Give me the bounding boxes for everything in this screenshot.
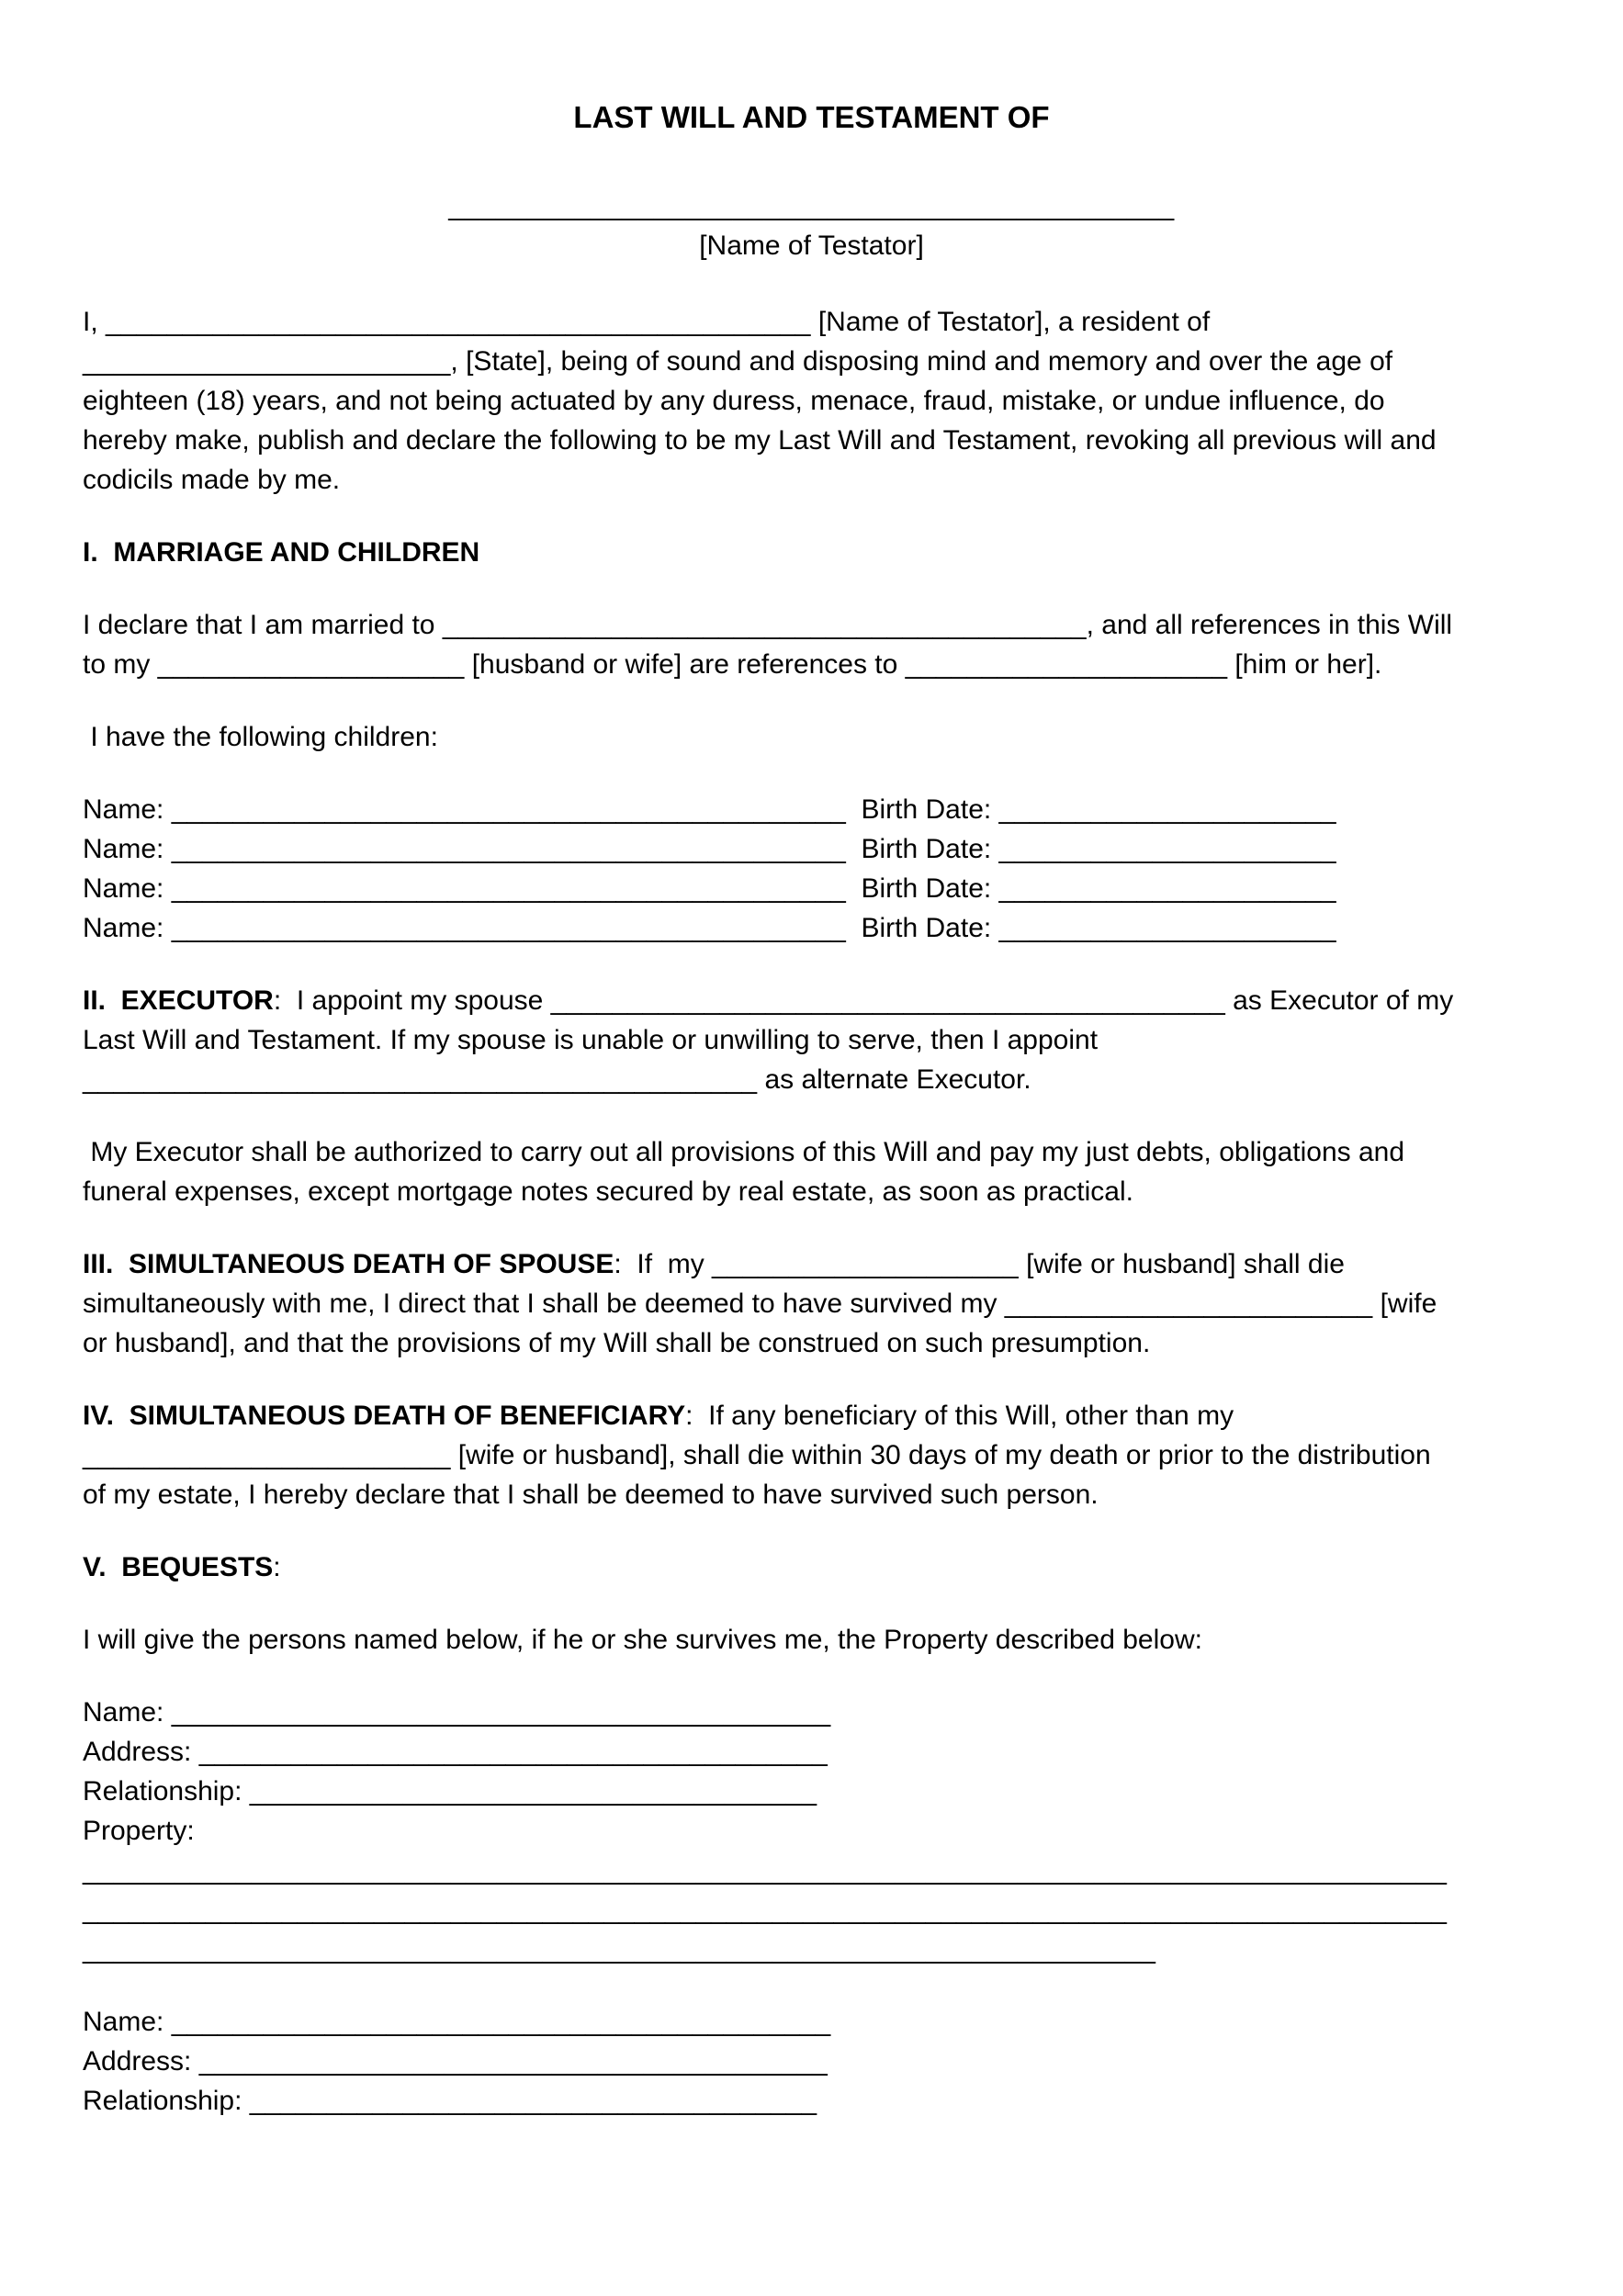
section-heading-bequests — [83, 1548, 1460, 1587]
section-heading-executor: II. EXECUTOR — [83, 985, 274, 1016]
intro-paragraph: I, ______________________________________________ [Name of Testator], a resident of ________________________, [State], being of sound and disposing mind and memory and over the age of eighteen (18) years, and not being actuated by any duress, menace, fraud, mistake, or undue influence, do hereby make, publish and declare the following to be my Last Will and Testament, revoking all previous will and codicils made by me. — [83, 307, 1444, 495]
children-list — [83, 790, 1460, 948]
testator-name-blank: ______________________________________________ — [448, 191, 1175, 221]
bequest-1-name-line: Name: ___________________________________________ — [83, 1697, 831, 1728]
child-row-3: Name: ____________________________________________ Birth Date: ______________________ — [83, 873, 1336, 904]
simultaneous-death-of-spouse-paragraph — [83, 1244, 1460, 1363]
section-heading-simultaneous-death-of-spouse: III. SIMULTANEOUS DEATH OF SPOUSE — [83, 1249, 614, 1279]
bequest-1-address-line: Address: _________________________________________ — [83, 1737, 828, 1767]
bequests-intro-paragraph: I will give the persons named below, if he or she survives me, the Property described below: — [83, 1625, 1202, 1655]
child-row-4: Name: ____________________________________________ Birth Date: ______________________ — [83, 913, 1336, 943]
executor-authorization-paragraph: My Executor shall be authorized to carry out all provisions of this Will and pay my just debts, obligations and funeral expenses, except mortgage notes secured by real estate, as soon as practical. — [83, 1137, 1413, 1207]
bequests-heading-label: V. BEQUESTS — [83, 1552, 274, 1582]
bequest-entry-1 — [83, 1693, 1460, 1969]
bequest-2-relationship-line: Relationship: _____________________________________ — [83, 2086, 817, 2116]
bequests-heading-colon: : — [273, 1552, 281, 1582]
bequest-2-address-line: Address: _________________________________________ — [83, 2046, 828, 2077]
children-intro-line: I have the following children: — [83, 722, 438, 752]
document-title: LAST WILL AND TESTAMENT OF — [573, 100, 1050, 134]
title-block — [83, 97, 1540, 265]
executor-paragraph — [83, 981, 1460, 1099]
bequest-entry-2 — [83, 2002, 1460, 2121]
beneficiary-death-paragraph-text: : If any beneficiary of this Will, other than my ________________________ [wife or husband], shall die within 30 days of my death or prior to the distribution of my estate, I hereby declare that I shall be deemed to have survived such person. — [83, 1401, 1439, 1510]
bequest-1-relationship-line: Relationship: _____________________________________ — [83, 1776, 817, 1806]
simultaneous-death-of-beneficiary-paragraph — [83, 1396, 1460, 1514]
bequest-2-name-line: Name: ___________________________________________ — [83, 2007, 831, 2037]
marriage-declaration-paragraph: I declare that I am married to __________________________________________, and all references in this Will to my ____________________ [husband or wife] are references to _____________________ [him or her]. — [83, 610, 1460, 680]
testator-name-caption: [Name of Testator] — [699, 231, 924, 261]
section-heading-simultaneous-death-of-beneficiary: IV. SIMULTANEOUS DEATH OF BENEFICIARY — [83, 1401, 686, 1431]
executor-paragraph-text: : I appoint my spouse ____________________________________________ as Executor of my Last Will and Testament. If my spouse is unable or unwilling to serve, then I appoint ____________________________________________ as alternate Executor. — [83, 985, 1461, 1095]
bequest-1-property-line: Property: ________________________________________________________________________________________________________________________________________________________________________________________________________________________________________________________ — [83, 1816, 1447, 1964]
child-row-2: Name: ____________________________________________ Birth Date: ______________________ — [83, 834, 1336, 864]
section-heading-marriage-and-children: I. MARRIAGE AND CHILDREN — [83, 537, 480, 568]
child-row-1: Name: ____________________________________________ Birth Date: ______________________ — [83, 794, 1336, 825]
spouse-death-paragraph-text: : If my ____________________ [wife or husband] shall die simultaneously with me, I direct that I shall be deemed to have survived my ________________________ [wife or husband], and that the provisions of my Will shall be construed on such presumption. — [83, 1249, 1445, 1358]
